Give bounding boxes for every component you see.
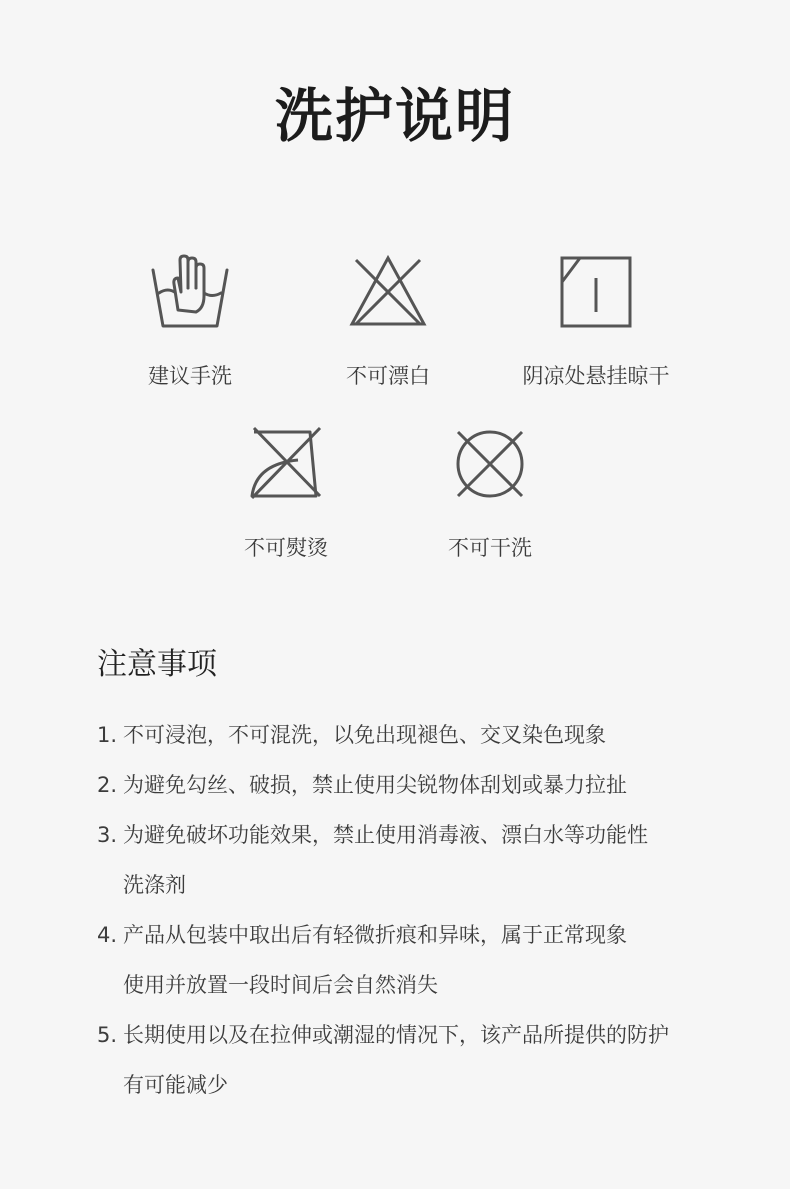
- care-item-no-bleach: [288, 252, 488, 390]
- no-dry-clean-icon: [450, 424, 530, 504]
- care-label: 不可熨烫: [244, 536, 328, 560]
- note-number: 4.: [97, 923, 118, 947]
- note-item: [97, 1010, 737, 1110]
- notes-list: [97, 710, 737, 1110]
- care-item-no-iron: [186, 424, 386, 562]
- note-number: 1.: [97, 723, 118, 747]
- note-text-continued: 使用并放置一段时间后会自然消失: [123, 973, 438, 997]
- care-item-no-dry-clean: [390, 424, 590, 562]
- note-text: 为避免破坏功能效果，禁止使用消毒液、漂白水等功能性: [123, 823, 648, 847]
- note-item: [97, 810, 737, 910]
- note-text: 长期使用以及在拉伸或潮湿的情况下，该产品所提供的防护: [123, 1023, 669, 1047]
- care-item-hand-wash: [90, 252, 290, 390]
- care-label: 不可漂白: [346, 364, 430, 388]
- note-number: 2.: [97, 773, 118, 797]
- note-number: 3.: [97, 823, 118, 847]
- notes-title: 注意事项: [97, 647, 217, 682]
- note-item: [97, 760, 737, 810]
- note-text: 产品从包装中取出后有轻微折痕和异味，属于正常现象: [123, 923, 627, 947]
- care-label: 不可干洗: [448, 536, 532, 560]
- note-item: [97, 710, 737, 760]
- note-text: 为避免勾丝、破损，禁止使用尖锐物体刮划或暴力拉扯: [123, 773, 627, 797]
- note-text-continued: 有可能减少: [123, 1073, 228, 1097]
- note-item: [97, 910, 737, 1010]
- no-bleach-icon: [348, 252, 428, 332]
- care-item-shade-dry: [496, 252, 696, 390]
- hand-wash-icon: [150, 252, 230, 332]
- page-title: 洗护说明: [274, 82, 515, 150]
- note-text-continued: 洗涤剂: [123, 873, 186, 897]
- shade-dry-icon: [556, 252, 636, 332]
- care-label: 建议手洗: [148, 364, 232, 388]
- care-label: 阴凉处悬挂晾干: [522, 364, 670, 388]
- note-text: 不可浸泡，不可混洗，以免出现褪色、交叉染色现象: [123, 723, 606, 747]
- note-number: 5.: [97, 1023, 118, 1047]
- no-iron-icon: [246, 424, 326, 504]
